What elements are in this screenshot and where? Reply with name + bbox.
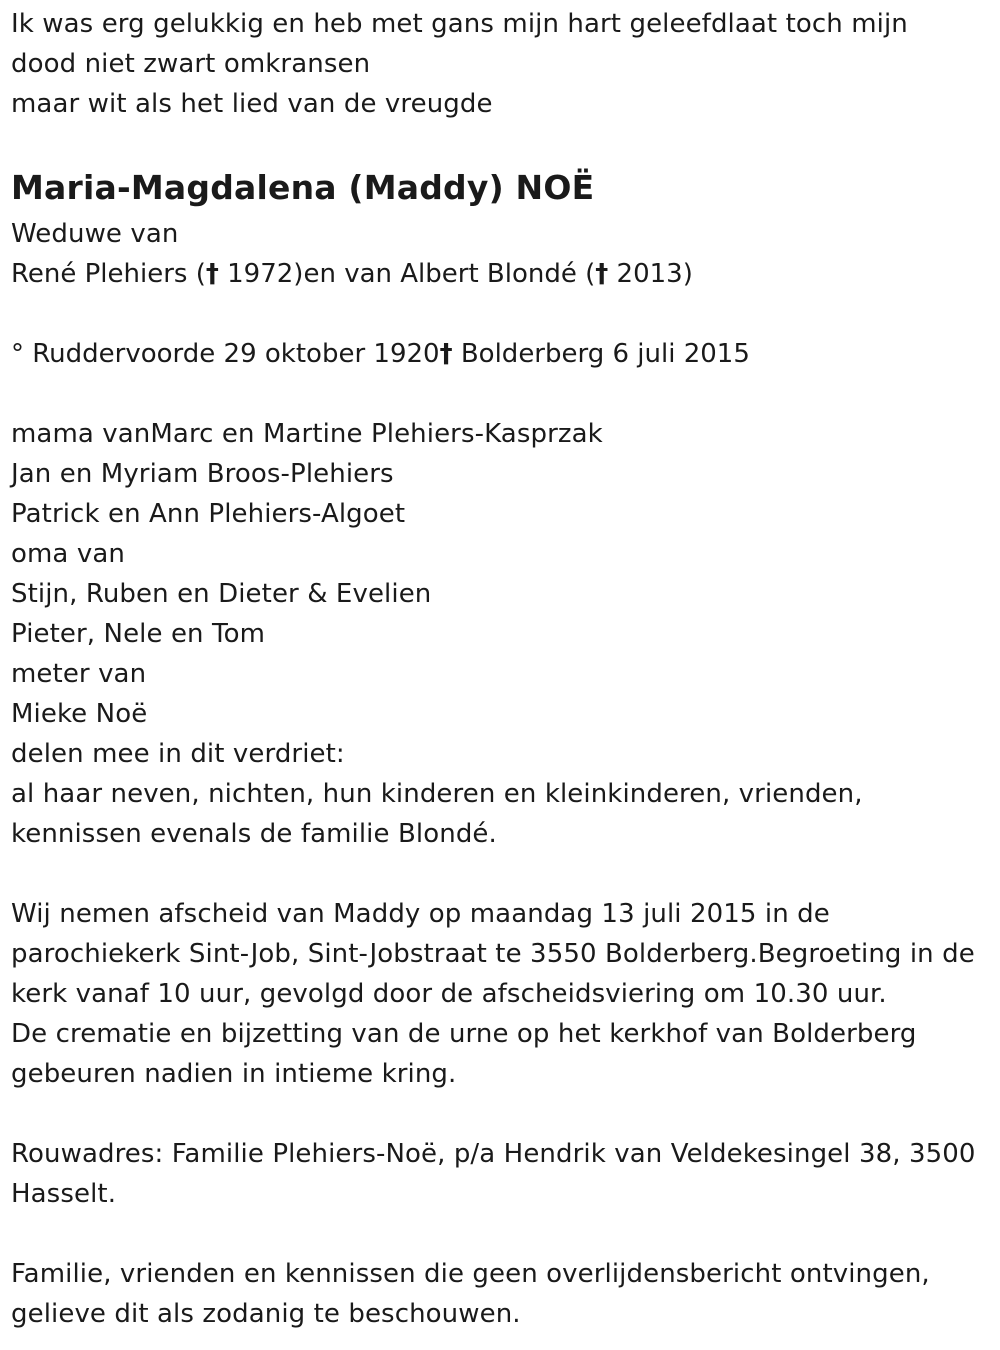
family-line: delen mee in dit verdriet: <box>11 739 345 769</box>
address-line: Rouwadres: Familie Plehiers-Noë, p/a Hendrik van Veldekesingel 38, 3500 <box>11 1139 976 1169</box>
family-line: Stijn, Ruben en Dieter & Evelien <box>11 579 432 609</box>
closing-line: Familie, vrienden en kennissen die geen overlijdensbericht ontvingen, <box>11 1259 930 1289</box>
family-line: al haar neven, nichten, hun kinderen en kleinkinderen, vrienden, <box>11 779 863 809</box>
family-line: Jan en Myriam Broos-Plehiers <box>11 459 394 489</box>
family-line: Mieke Noë <box>11 699 148 729</box>
spouses-text-2: 1972)en van Albert Blondé ( <box>218 259 596 289</box>
ceremony-line: kerk vanaf 10 uur, gevolgd door de afscheidsviering om 10.30 uur. <box>11 979 887 1009</box>
cross-icon: † <box>439 339 453 369</box>
family-line: meter van <box>11 659 147 689</box>
death-text: Bolderberg 6 juli 2015 <box>452 339 750 369</box>
spouses-text-1: René Plehiers ( <box>11 259 206 289</box>
ceremony-line: gebeuren nadien in intieme kring. <box>11 1059 457 1089</box>
poem-line: Ik was erg gelukkig en heb met gans mijn hart geleefdlaat toch mijn <box>11 9 908 39</box>
ceremony-block <box>11 894 991 1094</box>
ceremony-line: De crematie en bijzetting van de urne op het kerkhof van Bolderberg <box>11 1019 917 1049</box>
birth-death-line <box>11 334 991 374</box>
family-line: mama vanMarc en Martine Plehiers-Kasprzak <box>11 419 603 449</box>
poem-line: dood niet zwart omkransen <box>11 49 371 79</box>
family-line: oma van <box>11 539 125 569</box>
widow-label: Weduwe van <box>11 219 179 249</box>
family-line: Pieter, Nele en Tom <box>11 619 266 649</box>
family-line: Patrick en Ann Plehiers-Algoet <box>11 499 406 529</box>
cross-icon: † <box>205 259 219 289</box>
ceremony-line: parochiekerk Sint-Job, Sint-Jobstraat te 3550 Bolderberg.Begroeting in de <box>11 939 975 969</box>
closing-block <box>11 1254 991 1334</box>
ceremony-line: Wij nemen afscheid van Maddy op maandag 13 juli 2015 in de <box>11 899 830 929</box>
spouses-line <box>11 254 991 294</box>
address-line: Hasselt. <box>11 1179 117 1209</box>
cross-icon: † <box>595 259 609 289</box>
family-block <box>11 414 991 854</box>
spouses-text-3: 2013) <box>608 259 693 289</box>
family-line: kennissen evenals de familie Blondé. <box>11 819 497 849</box>
birth-text: ° Ruddervoorde 29 oktober 1920 <box>11 339 440 369</box>
closing-line: gelieve dit als zodanig te beschouwen. <box>11 1299 521 1329</box>
address-block <box>11 1134 991 1214</box>
deceased-name: Maria-Magdalena (Maddy) NOË <box>11 168 595 207</box>
obituary-document <box>11 4 991 1334</box>
poem-block <box>11 4 991 124</box>
poem-line: maar wit als het lied van de vreugde <box>11 89 493 119</box>
